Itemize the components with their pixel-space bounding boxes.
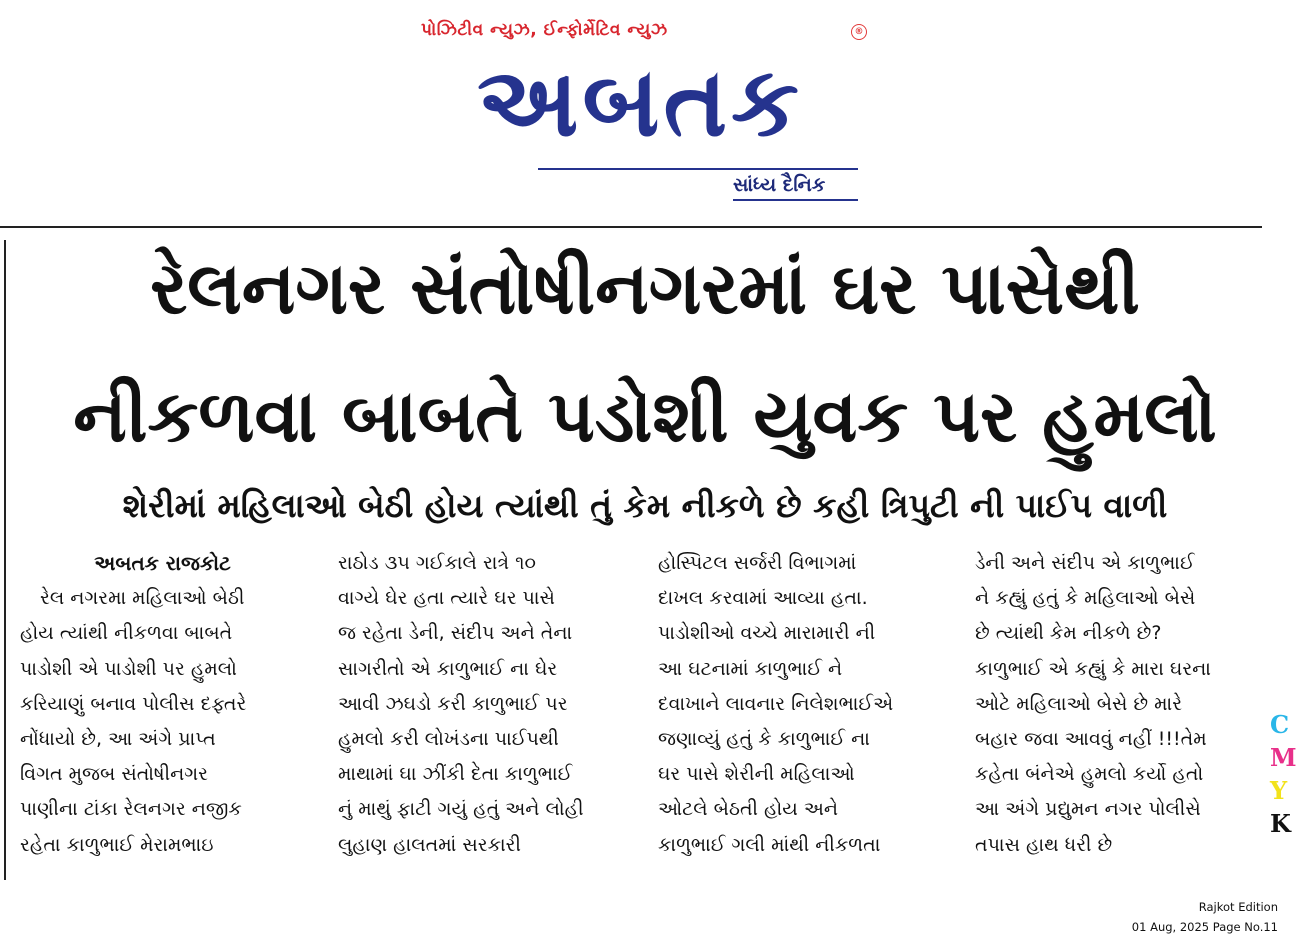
column-line: ઓટે મહિલાઓ બેસે છે મારે [975,692,1183,715]
column-line: ને કહ્યું હતું કે મહિલાઓ બેસે [975,587,1196,610]
masthead [0,0,1288,226]
masthead-tagline: પોઝિટીવ ન્યુઝ, ઈન્ફોર્મેટિવ ન્યુઝ [421,20,668,40]
edition-info [1132,897,1278,937]
column-line: નોંધાયો છે, આ અંગે પ્રાપ્ત [20,728,216,751]
cmyk-k: K [1270,809,1291,838]
article-column-4 [975,546,1263,863]
column-line: કરિયાણું બનાવ પોલીસ દફ્તરે [20,692,247,715]
byline: અબતક રાજકોટ [94,551,231,575]
column-line: વિગત મુજબ સંતોષીનગર [20,763,208,786]
column-line: લુહાણ હાલતમાં સરકારી [338,833,521,856]
column-line: ડેની અને સંદીપ એ કાળુભાઈ [975,552,1195,574]
column-line: કહેતા બંનેએ હુમલો કર્યો હતો [975,763,1204,786]
subtitle-underline [733,199,858,201]
article-left-border [4,240,6,880]
masthead-divider [0,226,1262,228]
article-column-1 [20,546,305,863]
column-line: કાળુભાઈ એ કહ્યું કે મારા ઘરના [975,657,1211,680]
column-line: વાગ્યે ઘેર હતા ત્યારે ઘર પાસે [338,587,555,610]
article-column-2 [338,546,625,863]
column-line: ઓટલે બેઠતી હોય અને [658,798,839,821]
masthead-subtitle: સાંધ્ય દૈનિક [733,174,826,196]
column-line: પાડોશી એ પાડોશી પર હુમલો [20,657,237,680]
column-line: હોય ત્યાંથી નીકળવા બાબતે [20,622,233,645]
column-line: રહેતા કાળુભાઈ મેરામભાઇ [20,833,214,856]
column-line: આ અંગે પ્રદ્યુમન નગર પોલીસે [975,798,1201,821]
article-column-3 [658,546,944,863]
column-line: બહાર જવા આવવું નહીં !!!તેમ [975,728,1207,751]
headline-line-1: રેલનગર સંતોષીનગરમાં ઘર પાસેથી [150,246,1140,330]
column-line: દાખલ કરવામાં આવ્યા હતા. [658,587,868,610]
column-line: પાણીના ટાંકા રેલનગર નજીક [20,798,242,821]
column-line: નું માથું ફાટી ગયું હતું અને લોહી [338,798,584,821]
column-line: તપાસ હાથ ધરી છે [975,833,1113,856]
column-line: માથામાં ઘા ઝીંકી દેતા કાળુભાઈ [338,763,573,786]
column-line: પાડોશીઓ વચ્ચે મારામારી ની [658,622,876,645]
column-line: રેલ નગરમા મહિલાઓ બેઠી [40,587,245,610]
column-line: હુમલો કરી લોખંડના પાઈપથી [338,728,559,751]
edition-name: Rajkot Edition [1198,900,1278,914]
column-line: હોસ્પિટલ સર્જરી વિભાગમાં [658,552,857,574]
column-line: આવી ઝઘડો કરી કાળુભાઈ પર [338,692,568,715]
cmyk-m: M [1270,743,1297,772]
column-line: છે ત્યાંથી કેમ નીકળે છે? [975,622,1162,645]
cmyk-registration-marks [1270,708,1297,840]
logo-underline [538,168,858,170]
cmyk-y: Y [1270,776,1288,805]
column-line: સાગરીતો એ કાળુભાઈ ના ઘેર [338,657,558,680]
cmyk-c: C [1270,710,1290,739]
column-line: ઘર પાસે શેરીની મહિલાઓ [658,763,855,786]
newspaper-logo: અબતક [477,46,803,158]
edition-date-page: 01 Aug, 2025 Page No.11 [1131,920,1278,934]
column-line: જણાવ્યું હતું કે કાળુભાઈ ના [658,728,870,751]
column-line: આ ઘટનામાં કાળુભાઈ ને [658,657,843,680]
registered-trademark-icon: ® [851,24,867,40]
headline-line-2: નીકળવા બાબતે પડોશી યુવક પર હુમલો [73,374,1217,458]
column-line: જ રહેતા ડેની, સંદીપ અને તેના [338,622,573,645]
column-line: દવાખાને લાવનાર નિલેશભાઈએ [658,692,894,715]
column-line: કાળુભાઈ ગલી માંથી નીકળતા [658,833,881,856]
column-line: રાઠોડ ૩૫ ગઈકાલે રાત્રે ૧૦ [338,552,536,574]
subheadline: શેરીમાં મહિલાઓ બેઠી હોય ત્યાંથી તું કેમ નીકળે છે કહી ત્રિપુટી ની પાઈપ વાળી [122,486,1168,525]
